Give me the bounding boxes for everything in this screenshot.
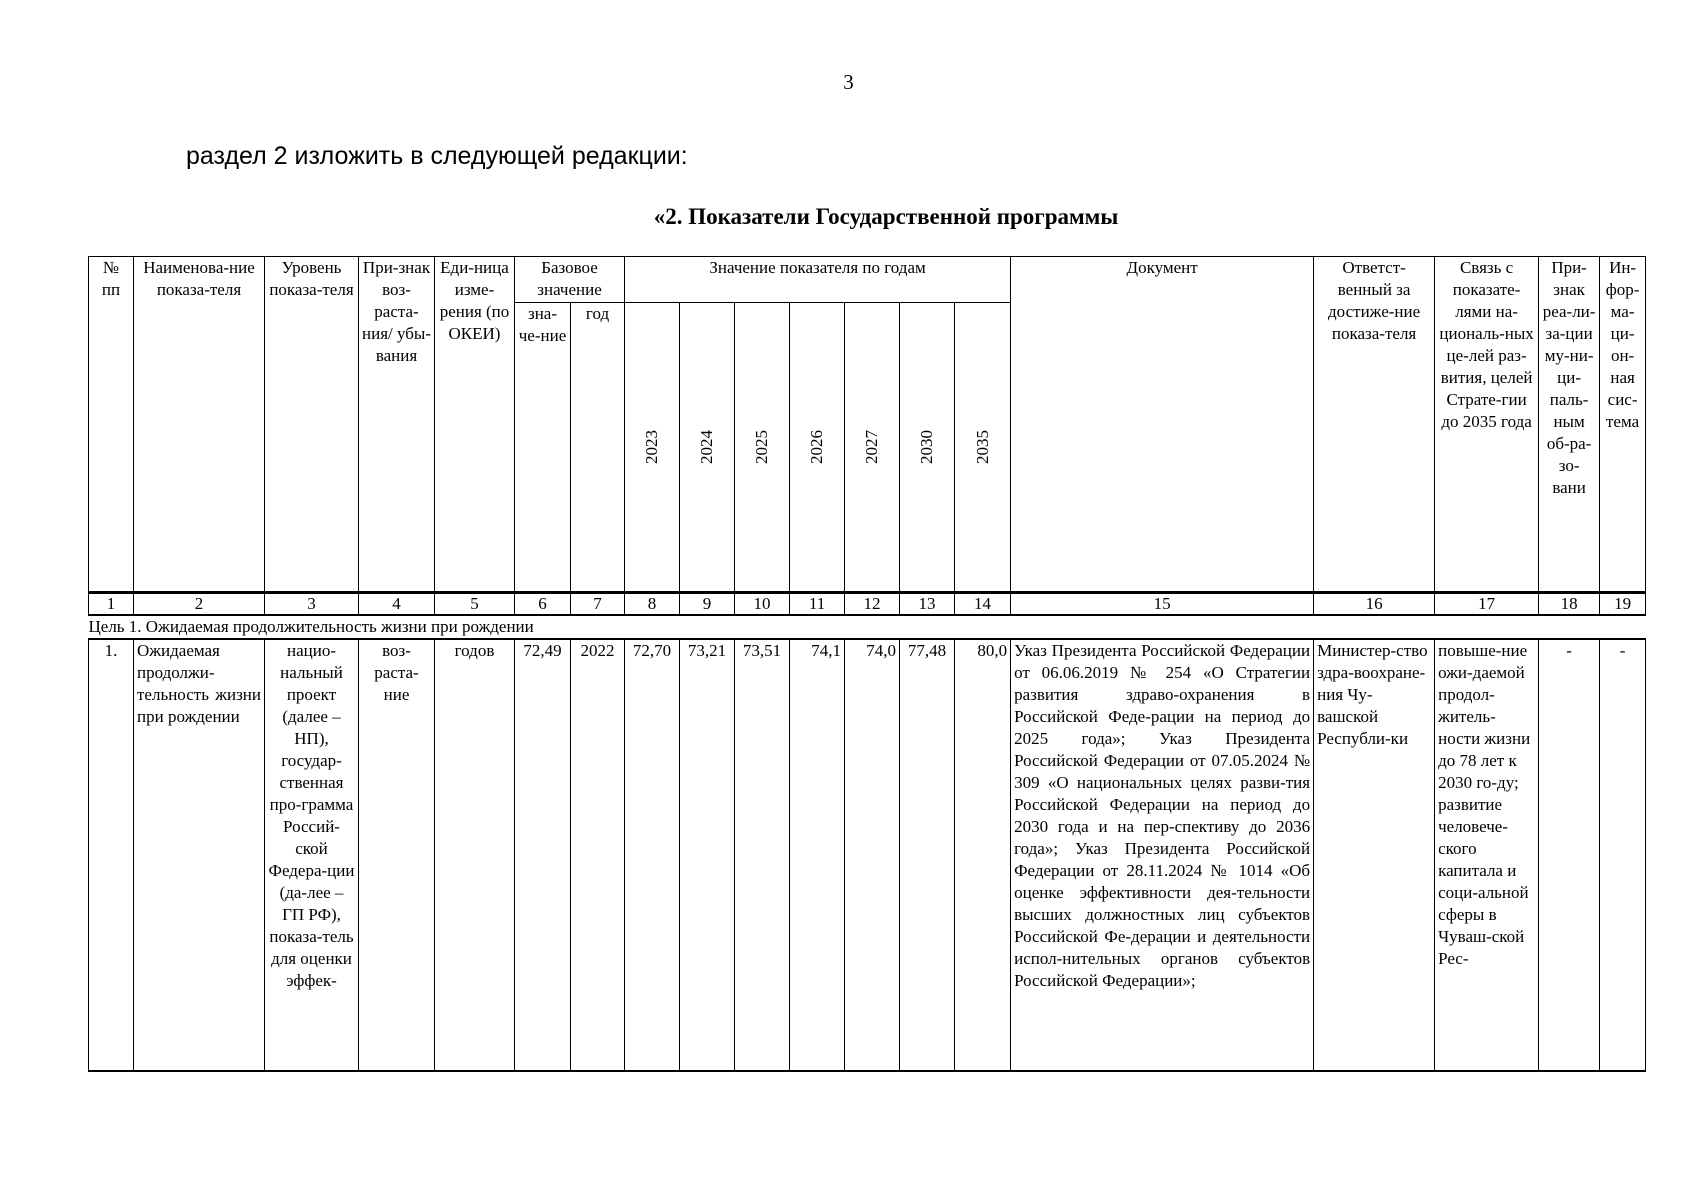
indicators-table	[88, 256, 1646, 1072]
header-info-system: Ин-фор-ма-ци-он-ная сис-тема	[1600, 257, 1646, 593]
column-number: 19	[1600, 593, 1646, 616]
column-number: 17	[1435, 593, 1539, 616]
header-base-value: зна-че-ние	[515, 303, 571, 593]
header-year-2035: 2035	[955, 303, 1011, 593]
header-year-2026: 2026	[790, 303, 845, 593]
header-sign: При-знак воз-раста-ния/ убы-вания	[359, 257, 435, 593]
row-name: Ожидаемая продолжи-тельность жизни при рождении	[134, 639, 265, 1071]
row-value-2024: 73,21	[680, 639, 735, 1071]
column-number: 7	[571, 593, 625, 616]
section-title: «2. Показатели Государственной программы	[653, 204, 1119, 229]
row-value-2027: 74,0	[845, 639, 900, 1071]
header-years-group: Значение показателя по годам	[625, 257, 1011, 303]
column-number: 1	[89, 593, 134, 616]
goal-label: Цель 1. Ожидаемая продолжительность жизни при рождении	[89, 615, 1646, 639]
header-base: Базовое значение	[515, 257, 625, 303]
header-municipal: При-знак реа-ли-за-ции му-ни-ци-паль-ным об-ра-зо-вани	[1539, 257, 1600, 593]
row-value-2030: 77,48	[900, 639, 955, 1071]
page-number: 3	[843, 70, 854, 94]
column-number: 16	[1314, 593, 1435, 616]
column-number: 2	[134, 593, 265, 616]
column-number: 18	[1539, 593, 1600, 616]
column-number: 13	[900, 593, 955, 616]
header-document: Документ	[1011, 257, 1314, 593]
header-row-1	[89, 257, 1646, 303]
row-document: Указ Президента Российской Федерации от 06.06.2019 № 254 «О Стратегии развития здраво-охранения в Российской Феде-рации на период до 2025 года»; Указ Президента Российской Федерации от 07.05.2024 № 309 «О национальных целях разви-тия Российской Федерации на период до 2030 года и на пер-спективу до 2036 года»; Указ Президента Российской Федерации от 28.11.2024 № 1014 «Об оценке эффективности дея-тельности высших должностных лиц субъектов Российской Фе-дерации и деятельности испол-нительных органов субъектов Российской Федерации»;	[1011, 639, 1314, 1071]
header-level: Уровень показа-теля	[265, 257, 359, 593]
header-year-2025: 2025	[735, 303, 790, 593]
column-number: 14	[955, 593, 1011, 616]
row-value-2035: 80,0	[955, 639, 1011, 1071]
row-base-value: 72,49	[515, 639, 571, 1071]
intro-text: раздел 2 изложить в следующей редакции:	[186, 142, 688, 170]
row-level: нацио-нальный проект (далее – НП), государ-ственная про-грамма Россий-ской Федера-ции (да-лее – ГП РФ), показа-тель для оценки эффек-	[265, 639, 359, 1071]
column-numbers-row	[89, 593, 1646, 616]
column-number: 9	[680, 593, 735, 616]
row-link: повыше-ние ожи-даемой продол-житель-ности жизни до 78 лет к 2030 го-ду; развитие человече-ского капитала и соци-альной сферы в Чуваш-ской Рес-	[1435, 639, 1539, 1071]
row-responsible: Министер-ство здра-воохране-ния Чу-вашской Республи-ки	[1314, 639, 1435, 1071]
header-base-year: год	[571, 303, 625, 593]
column-number: 10	[735, 593, 790, 616]
table-row	[89, 639, 1646, 1071]
row-value-2023: 72,70	[625, 639, 680, 1071]
header-link: Связь с показате-лями на-циональ-ных це-лей раз-вития, целей Страте-гии до 2035 года	[1435, 257, 1539, 593]
row-unit: годов	[435, 639, 515, 1071]
header-name: Наименова-ние показа-теля	[134, 257, 265, 593]
header-unit: Еди-ница изме-рения (по ОКЕИ)	[435, 257, 515, 593]
row-value-2025: 73,51	[735, 639, 790, 1071]
row-municipal: -	[1539, 639, 1600, 1071]
header-num: № пп	[89, 257, 134, 593]
header-responsible: Ответст-венный за достиже-ние показа-теля	[1314, 257, 1435, 593]
header-year-2023: 2023	[625, 303, 680, 593]
header-year-2027: 2027	[845, 303, 900, 593]
row-info-system: -	[1600, 639, 1646, 1071]
column-number: 3	[265, 593, 359, 616]
header-year-2024: 2024	[680, 303, 735, 593]
row-num: 1.	[89, 639, 134, 1071]
column-number: 4	[359, 593, 435, 616]
column-number: 5	[435, 593, 515, 616]
row-sign: воз-раста-ние	[359, 639, 435, 1071]
column-number: 8	[625, 593, 680, 616]
column-number: 6	[515, 593, 571, 616]
header-year-2030: 2030	[900, 303, 955, 593]
goal-row	[89, 615, 1646, 639]
column-number: 12	[845, 593, 900, 616]
row-base-year: 2022	[571, 639, 625, 1071]
column-number: 11	[790, 593, 845, 616]
column-number: 15	[1011, 593, 1314, 616]
row-value-2026: 74,1	[790, 639, 845, 1071]
